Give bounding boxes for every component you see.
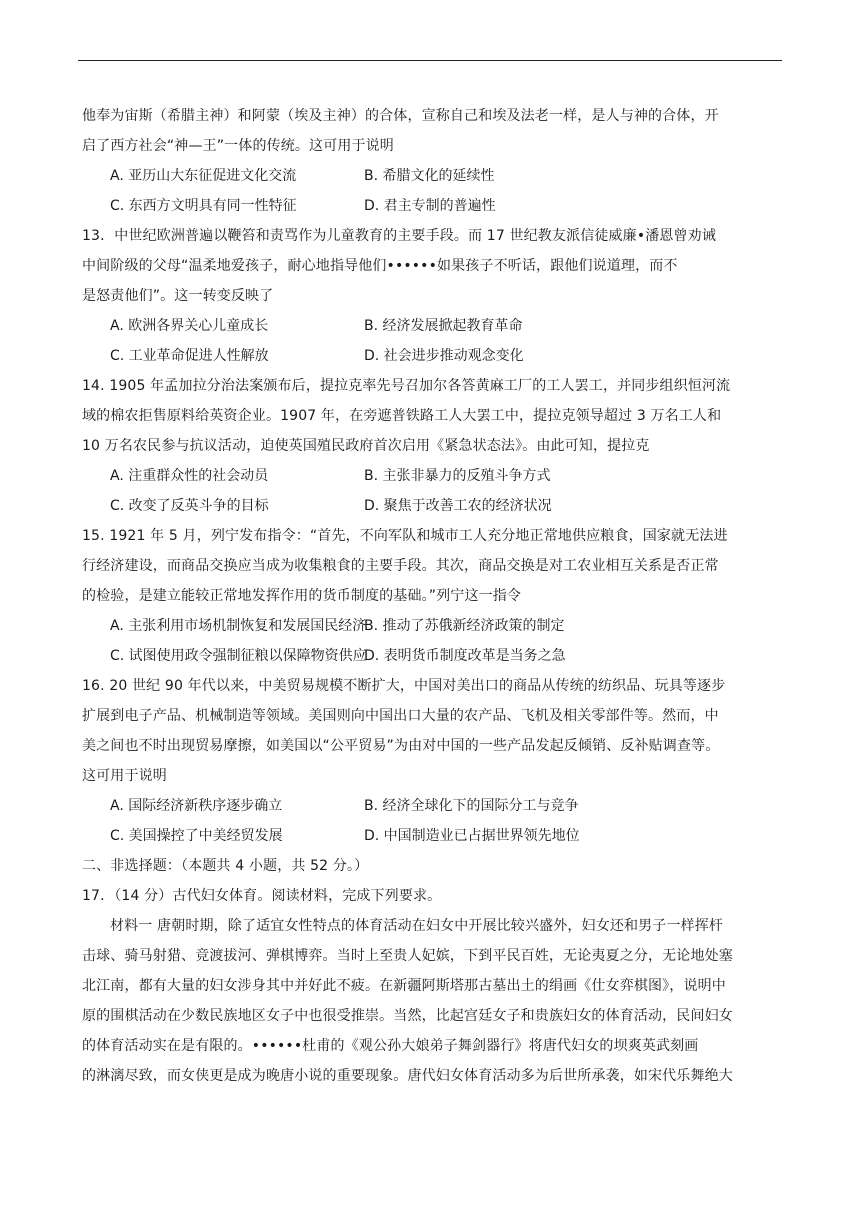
question-15-stem-line: 15. 1921 年 5 月，列宁发布指令：“首先，不向军队和城市工人充分地正常地供应粮食，国家就无法进 — [82, 528, 728, 544]
question-15-stem-line: 的检验，是建立能较正常地发挥作用的货币制度的基础。”列宁这一指令 — [82, 588, 522, 604]
question-13-stem-line: 中间阶级的父母“温柔地爱孩子，耐心地指导他们••••••如果孩子不听话，跟他们说道理，而不 — [82, 258, 678, 274]
question-15-option-d[interactable]: D. 表明货币制度改革是当务之急 — [364, 648, 566, 664]
material-line: 材料一 唐朝时期，除了适宜女性特点的体育活动在妇女中开展比较兴盛外，妇女还和男子一样挥杆 — [110, 918, 724, 934]
question-15-options-row — [82, 641, 782, 671]
question-14-stem-line: 域的棉农拒售原料给英资企业。1907 年，在旁遮普铁路工人大罢工中，提拉克领导超过 3 万名工人和 — [82, 408, 722, 424]
question-12-options-row — [82, 161, 782, 191]
question-13-option-b[interactable]: B. 经济发展掀起教育革命 — [364, 318, 523, 334]
question-16-stem-line: 16. 20 世纪 90 年代以来，中美贸易规模不断扩大，中国对美出口的商品从传统的纺织品、玩具等逐步 — [82, 678, 726, 694]
question-16-options-row — [82, 791, 782, 821]
question-13-option-c[interactable]: C. 工业革命促进人性解放 — [110, 348, 269, 364]
question-17 — [82, 881, 782, 1091]
question-13-stem-line: 13．中世纪欧洲普遍以鞭笞和责骂作为儿童教育的主要手段。而 17 世纪教友派信徒威廉•潘恩曾劝诫 — [82, 228, 716, 244]
material-line: 的体育活动实在是有限的。••••••杜甫的《观公孙大娘弟子舞剑器行》将唐代妇女的坝爽英武刻画 — [82, 1038, 699, 1054]
question-14-option-d[interactable]: D. 聚焦于改善工农的经济状况 — [364, 498, 552, 514]
question-14 — [82, 371, 782, 521]
question-12-option-d[interactable]: D. 君主专制的普遍性 — [364, 198, 496, 214]
question-15-option-c[interactable]: C. 试图使用政令强制征粮以保障物资供应 — [110, 648, 367, 664]
question-13 — [82, 221, 782, 371]
question-17-stem: 17．（14 分）古代妇女体育。阅读材料，完成下列要求。 — [82, 888, 442, 904]
question-14-option-c[interactable]: C. 改变了反英斗争的目标 — [110, 498, 269, 514]
question-15-option-a[interactable]: A. 主张利用市场机制恢复和发展国民经济 — [110, 618, 367, 634]
question-12-stem-line: 他奉为宙斯（希腊主神）和阿蒙（埃及主神）的合体，宣称自己和埃及法老一样，是人与神的合体，开 — [82, 108, 719, 124]
question-15 — [82, 521, 782, 671]
question-12-option-a[interactable]: A. 亚历山大东征促进文化交流 — [110, 168, 297, 184]
header-rule — [78, 60, 782, 61]
question-13-stem-line: 是怒责他们”。这一转变反映了 — [82, 288, 274, 304]
question-14-option-b[interactable]: B. 主张非暴力的反殖斗争方式 — [364, 468, 551, 484]
question-15-option-b[interactable]: B. 推动了苏俄新经济政策的制定 — [364, 618, 565, 634]
question-16-option-d[interactable]: D. 中国制造业已占据世界领先地位 — [364, 828, 580, 844]
question-16-option-c[interactable]: C. 美国操控了中美经贸发展 — [110, 828, 283, 844]
question-16-stem-line: 扩展到电子产品、机械制造等领域。美国则向中国出口大量的农产品、飞机及相关零部件等。然而，中 — [82, 708, 719, 724]
question-16 — [82, 671, 782, 851]
question-15-stem-line: 行经济建设，而商品交换应当成为收集粮食的主要手段。其次，商品交换是对工农业相互关系是否正常 — [82, 558, 719, 574]
question-12-option-b[interactable]: B. 希腊文化的延续性 — [364, 168, 495, 184]
question-13-options-row — [82, 311, 782, 341]
question-12 — [82, 101, 782, 221]
material-line: 北江南，都有大量的妇女涉身其中并好此不疲。在新疆阿斯塔那古墓出土的绢画《仕女弈棋图》，说明中 — [82, 978, 726, 994]
section-heading: 二、非选择题：（本题共 4 小题，共 52 分。） — [82, 858, 369, 874]
exam-page-content — [82, 101, 782, 1091]
question-12-options-row — [82, 191, 782, 221]
question-15-options-row — [82, 611, 782, 641]
question-14-options-row — [82, 491, 782, 521]
question-12-option-c[interactable]: C. 东西方文明具有同一性特征 — [110, 198, 297, 214]
question-14-option-a[interactable]: A. 注重群众性的社会动员 — [110, 468, 269, 484]
question-14-stem-line: 10 万名农民参与抗议活动，迫使英国殖民政府首次启用《紧急状态法》。由此可知，提拉克 — [82, 438, 650, 454]
question-16-stem-line: 这可用于说明 — [82, 768, 167, 784]
question-16-option-a[interactable]: A. 国际经济新秩序逐步确立 — [110, 798, 283, 814]
question-16-option-b[interactable]: B. 经济全球化下的国际分工与竞争 — [364, 798, 579, 814]
question-13-option-a[interactable]: A. 欧洲各界关心儿童成长 — [110, 318, 269, 334]
material-line: 原的围棋活动在少数民族地区女子中也很受推崇。当然，比起宫廷女子和贵族妇女的体育活动，民间妇女 — [82, 1008, 733, 1024]
question-13-options-row — [82, 341, 782, 371]
question-14-options-row — [82, 461, 782, 491]
question-14-stem-line: 14. 1905 年孟加拉分治法案颁布后，提拉克率先号召加尔各答黄麻工厂的工人罢工，并同步组织恒河流 — [82, 378, 731, 394]
question-16-stem-line: 美之间也不时出现贸易摩擦，如美国以“公平贸易”为由对中国的一些产品发起反倾销、反补贴调查等。 — [82, 738, 720, 754]
question-12-stem-line: 启了西方社会“神—王”一体的传统。这可用于说明 — [82, 138, 394, 154]
material-line: 击球、骑马射猎、竞渡拔河、弹棋博弈。当时上至贵人妃嫔，下到平民百姓，无论夷夏之分，无论地处塞 — [82, 948, 733, 964]
question-16-options-row — [82, 821, 782, 851]
question-13-option-d[interactable]: D. 社会进步推动观念变化 — [364, 348, 524, 364]
material-line: 的淋漓尽致，而女侠更是成为晚唐小说的重要现象。唐代妇女体育活动多为后世所承袭，如宋代乐舞绝大 — [82, 1068, 733, 1084]
